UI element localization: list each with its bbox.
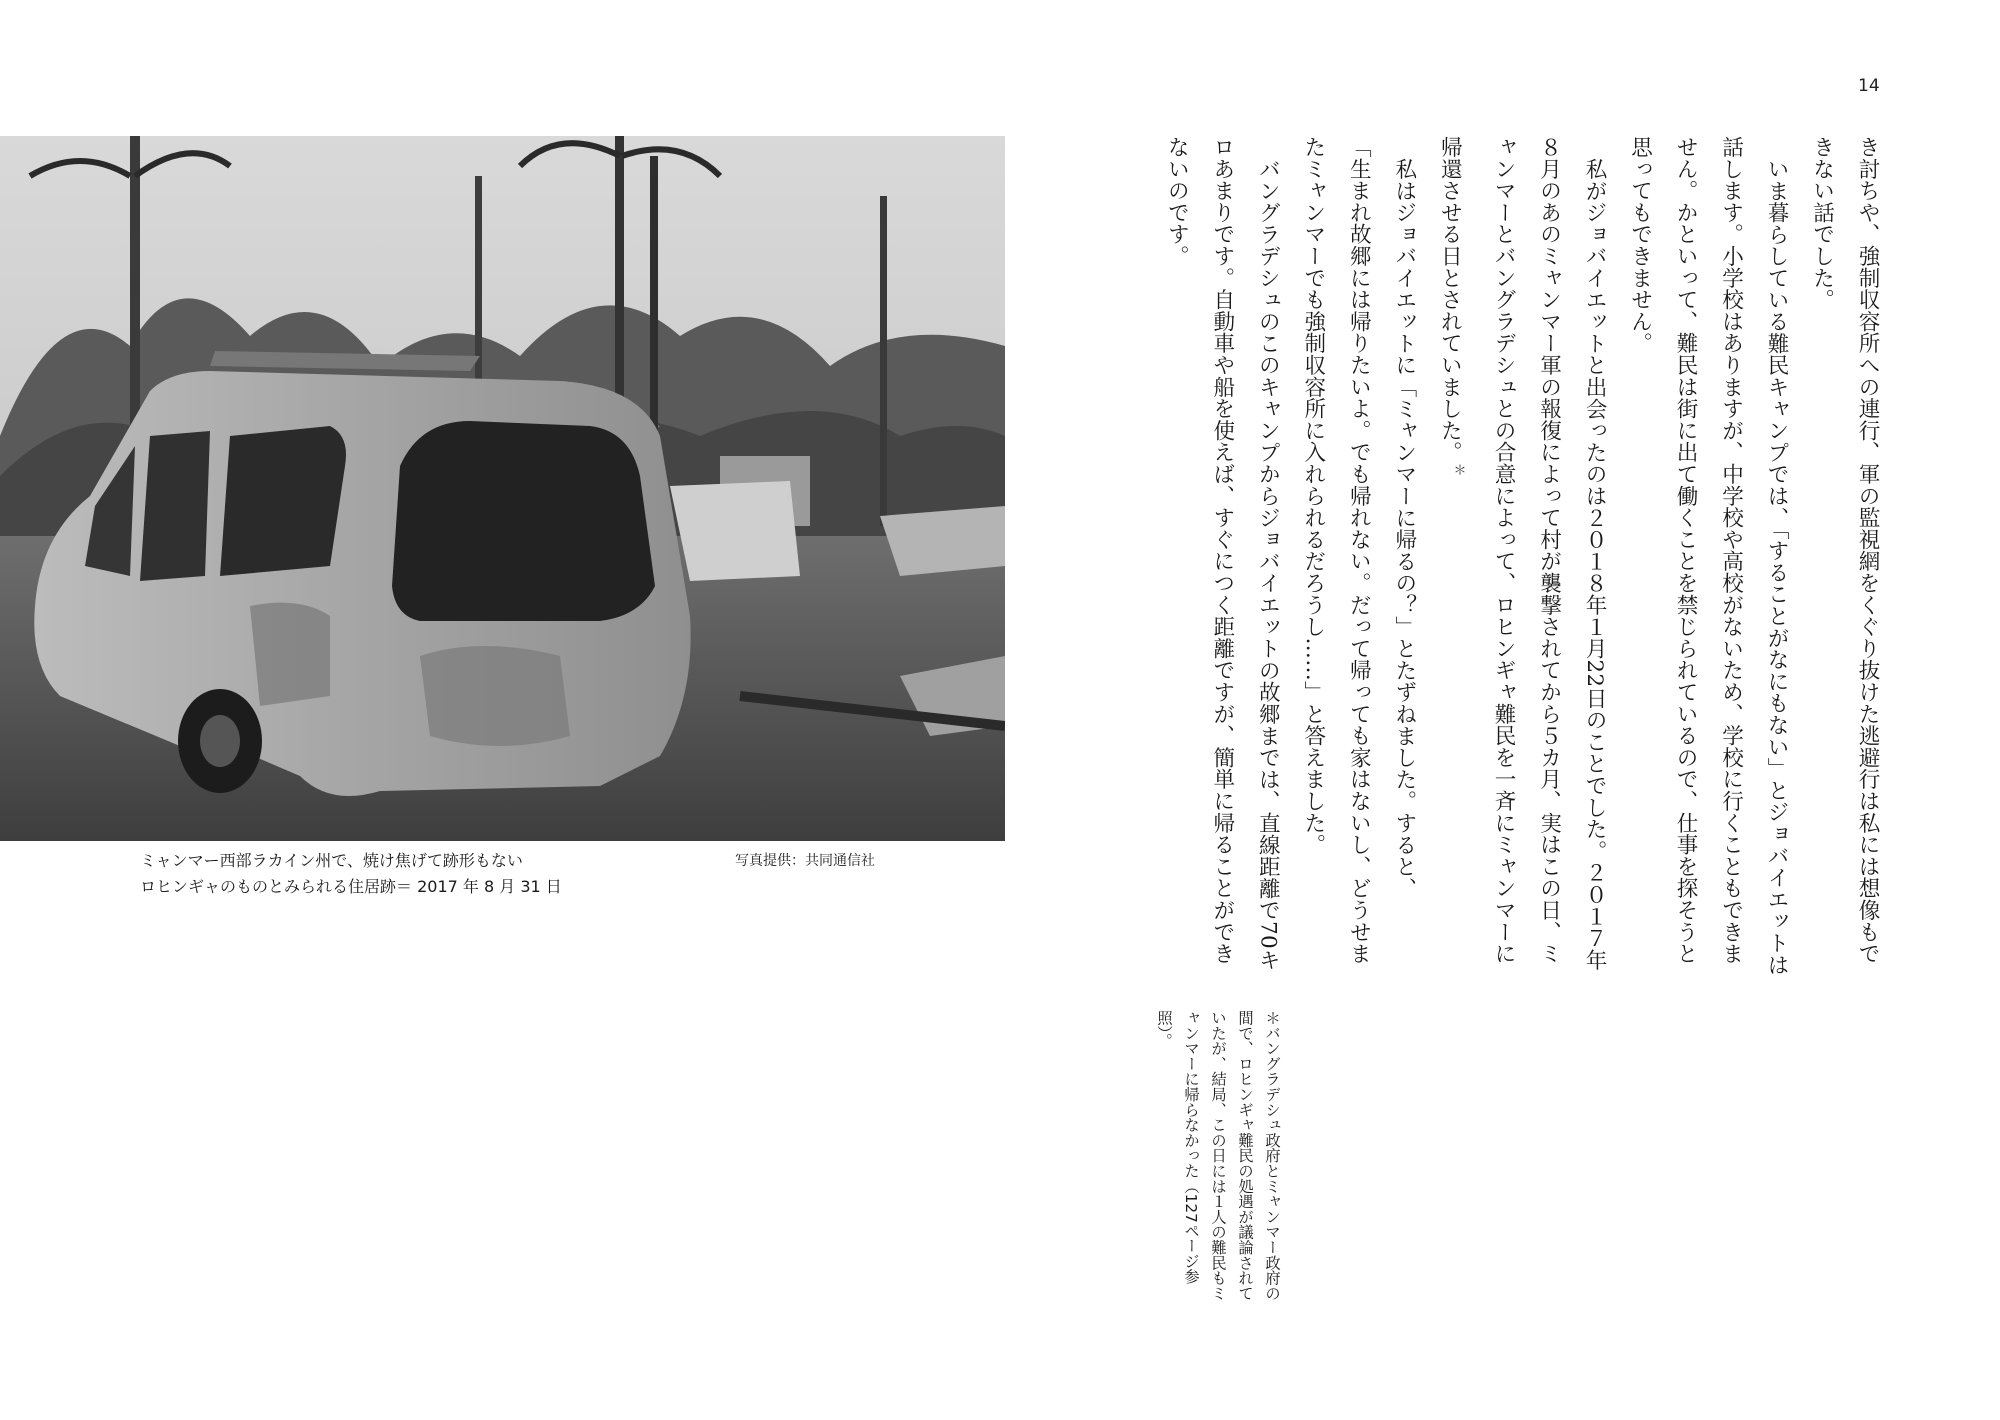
photo — [0, 136, 1005, 841]
paragraph — [1427, 136, 1617, 981]
paragraph: バングラデシュのこのキャンプからジョバイエットの故郷までは、直線距離で70キロあまりです。自動車や船を使えば、すぐにつく距離ですが、簡単に帰ることができないのです。 — [1164, 136, 1281, 971]
paragraph-text: 私がジョバイエットと出会ったのは２０１８年１月22日のことでした。２０１７年８月のあのミャンマー軍の報復によって村が襲撃されてから５カ月、実はこの日、ミャンマーとバングラデシュとの合意によって、ロヒンギャ難民を一斉にミャンマーに帰還させる日とされていました。 — [1437, 136, 1607, 971]
caption-line-2: ロヒンギャのものとみられる住居跡＝ 2017 年 8 月 31 日 — [140, 877, 562, 896]
footnote-text: ＊バングラデシュ政府とミャンマー政府の間で、ロヒンギャ難民の処遇が議論されていたが、結局、この日には１人の難民もミャンマーに帰らなかった（127ページ参照）。 — [1155, 1010, 1281, 1301]
body-text — [1130, 136, 1890, 981]
photo-credit: 写真提供：共同通信社 — [735, 853, 875, 869]
paragraph: いま暮らしている難民キャンプでは、「することがなにもない」とジョバイエットは話します。小学校はありますが、中学校や高校がないため、学校に行くこともできません。かといって、難民は街に出て働くことを禁じられているので、仕事を探そうと思ってもできません。 — [1627, 136, 1789, 976]
paragraph: 私はジョバイエットに「ミャンマーに帰るの？」とたずねました。すると、 — [1391, 157, 1417, 899]
caption-line-1: ミャンマー西部ラカイン州で、焼け焦げて跡形もない — [140, 851, 523, 870]
photo-caption — [140, 848, 580, 900]
paragraph: き討ちや、強制収容所への連行、軍の監視網をくぐり抜けた逃避行は私には想像もできない話でした。 — [1809, 136, 1880, 965]
paragraph: 「生まれ故郷には帰りたいよ。でも帰れない。だって帰っても家はないし、どうせまたミャンマーでも強制収容所に入れられるだろうし……」と答えました。 — [1300, 136, 1372, 965]
page-number: 14 — [1858, 76, 1880, 96]
footnote-mark: ＊ — [1450, 463, 1466, 477]
burned-out-car-icon — [0, 136, 1005, 841]
footnote — [1155, 1010, 1285, 1310]
